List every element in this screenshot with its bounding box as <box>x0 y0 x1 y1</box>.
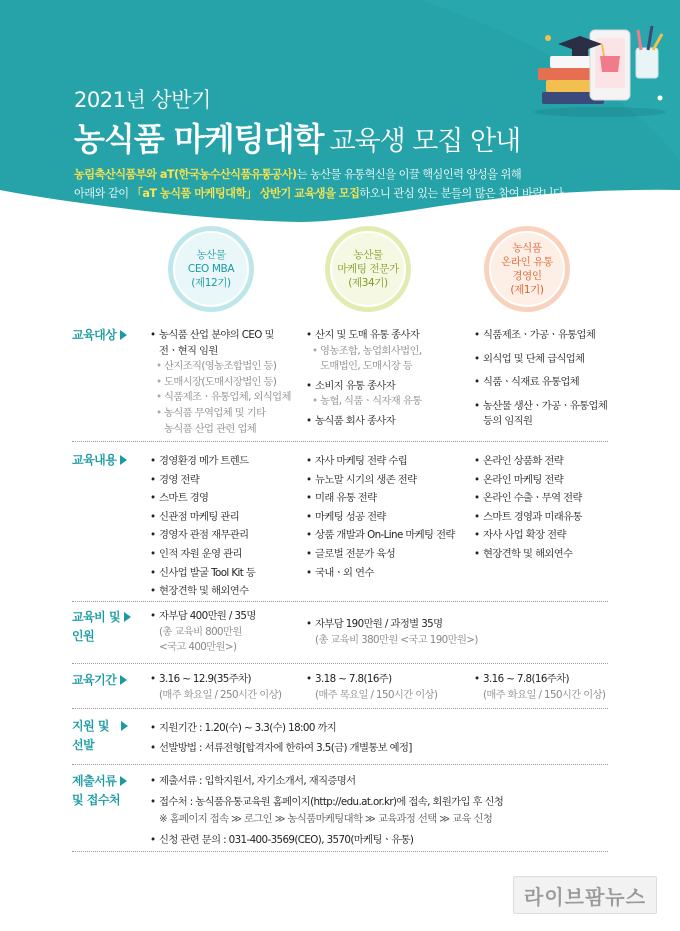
list-item: • 자부담 190만원 / 과정별 35명 <box>306 617 478 633</box>
list-item: • 스마트 경영 <box>150 489 255 508</box>
list-item: • 경영 전략 <box>150 471 255 490</box>
arrow-right-icon <box>120 675 127 685</box>
list-item: • 3.18 ~ 7.8(16주) <box>306 672 437 688</box>
list-item: 등의 임직원 <box>483 415 533 428</box>
program-line: (제34기) <box>348 277 388 289</box>
list-item: • 신청 관련 문의 : 031-400-3569(CEO), 3570(마케팅ㆍ유통) <box>150 832 503 849</box>
list-item: • 신사업 발굴 Tool Kit 등 <box>150 564 255 583</box>
arrow-right-icon <box>120 455 127 465</box>
sub-list-item: • 식품제조ㆍ유통업체, 외식업체 <box>150 390 291 406</box>
sub-list-item: 도매법인, 도매시장 등 <box>320 360 413 373</box>
subtitle: 2021년 상반기 <box>74 88 211 112</box>
section-label-target: 교육대상 <box>72 326 127 345</box>
list-item: • 현장견학 및 해외연수 <box>474 545 582 564</box>
header-banner <box>0 0 680 232</box>
period-note: (매주 목요일 / 150시간 이상) <box>315 688 438 701</box>
sub-list-item: • 영농조합, 농업회사법인, <box>306 344 422 360</box>
section-label-fee: 교육비 및 인원 <box>72 608 131 646</box>
list-item: • 식품제조ㆍ가공ㆍ유통업체 <box>474 328 607 344</box>
list-item: • 온라인 마케팅 전략 <box>474 471 582 490</box>
fee-note: <국고 400만원>) <box>159 641 237 654</box>
list-item: • 식품ㆍ식재료 유통업체 <box>474 375 607 391</box>
section-divider <box>72 764 608 765</box>
fee-col-marketing-online <box>306 617 478 648</box>
section-label-period: 교육기간 <box>72 671 127 690</box>
intro-text-2: 아래와 같이 <box>74 187 132 200</box>
sub-list-item: 농식품 산업 관련 업체 <box>164 422 257 435</box>
list-item: • 소비지 유통 종사자 <box>306 379 422 395</box>
target-col-marketing <box>306 328 422 430</box>
intro-text-3: 하오니 관심 있는 분들의 많은 참여 바랍니다. <box>359 187 567 200</box>
program-circle-marketing-expert <box>325 226 411 312</box>
submit-details <box>150 773 503 849</box>
list-item: • 현장견학 및 해외연수 <box>150 582 255 601</box>
education-illustration-icon <box>528 8 670 118</box>
list-item: • 농산물 생산ㆍ가공ㆍ유통업체 <box>474 399 607 415</box>
intro-highlight-1: 농림축산식품부와 aT(한국농수산식품유통공사) <box>74 168 297 181</box>
list-item: • 마케팅 성공 전략 <box>306 508 455 527</box>
section-divider <box>72 601 608 602</box>
program-line: 경영인 <box>512 270 542 282</box>
period-note: (매주 화요일 / 150시간 이상) <box>483 688 606 701</box>
list-item: • 뉴노말 시기의 생존 전략 <box>306 471 455 490</box>
section-divider <box>72 708 608 709</box>
list-item: • 상품 개발과 On-Line 마케팅 전략 <box>306 526 455 545</box>
program-line: 농식품 <box>512 242 542 254</box>
arrow-right-icon <box>120 330 127 340</box>
program-line: 농산물 <box>196 249 226 261</box>
program-line: 온라인 유통 <box>501 256 553 268</box>
title-bold: 농식품 마케팅대학 <box>74 120 324 158</box>
list-item: • 농식품 산업 분야의 CEO 및 <box>150 328 291 344</box>
list-item: • 자부담 400만원 / 35명 <box>150 609 256 625</box>
fee-note: (총 교육비 800만원 <box>159 625 242 638</box>
list-item: • 접수처 : 농식품유통교육원 홈페이지(http://edu.at.or.kr)에 접속, 회원가입 후 신청 <box>150 794 503 811</box>
list-item: • 선발방법 : 서류전형[합격자에 한하여 3.5(금) 개별통보 예정] <box>150 738 412 758</box>
intro-text-1: 는 농산물 유통혁신을 이끌 핵심인력 양성을 위해 <box>296 168 522 181</box>
apply-details <box>150 718 412 758</box>
intro-text <box>74 165 654 203</box>
list-item: • 자사 마케팅 전략 수립 <box>306 452 455 471</box>
list-item: • 경영자 관점 재무관리 <box>150 526 255 545</box>
section-label-apply: 지원 및 선발 <box>72 717 128 755</box>
program-circle-ceo-mba <box>168 226 254 312</box>
list-item: • 경영환경 메가 트렌드 <box>150 452 255 471</box>
section-divider <box>72 663 608 664</box>
list-item: • 온라인 상품화 전략 <box>474 452 582 471</box>
period-col-marketing <box>306 672 437 703</box>
arrow-right-icon <box>124 612 131 622</box>
target-col-online <box>474 328 607 430</box>
list-item: • 국내ㆍ외 연수 <box>306 564 455 583</box>
intro-highlight-2: 「aT 농식품 마케팅대학」 상반기 교육생을 모집 <box>131 187 360 200</box>
period-col-online <box>474 672 605 703</box>
submit-note: ※ 홈페이지 접속 ≫ 로그인 ≫ 농식품마케팅대학 ≫ 교육과정 선택 ≫ 교육 신청 <box>159 813 493 825</box>
list-item: • 미래 유통 전략 <box>306 489 455 508</box>
list-item: • 농식품 회사 종사자 <box>306 414 422 430</box>
list-item: • 글로벌 전문가 육성 <box>306 545 455 564</box>
arrow-right-icon <box>121 721 128 731</box>
list-item: • 산지 및 도매 유통 종사자 <box>306 328 422 344</box>
list-item: • 3.16 ~ 12.9(35주차) <box>150 672 281 688</box>
list-item: • 신관점 마케팅 관리 <box>150 508 255 527</box>
program-line: 마케팅 전문가 <box>337 263 399 275</box>
period-col-ceo-mba <box>150 672 281 703</box>
arrow-right-icon <box>120 776 127 786</box>
program-line: 농산물 <box>353 249 383 261</box>
list-item: • 외식업 및 단체 급식업체 <box>474 352 607 368</box>
list-item: • 제출서류 : 입학지원서, 자기소개서, 재직증명서 <box>150 773 503 790</box>
period-note: (매주 화요일 / 250시간 이상) <box>159 688 282 701</box>
section-label-submit: 제출서류 및 접수처 <box>72 772 127 810</box>
section-label-content: 교육내용 <box>72 451 127 470</box>
list-item: • 온라인 수출ㆍ무역 전략 <box>474 489 582 508</box>
content-col-ceo-mba <box>150 452 255 601</box>
section-divider <box>72 441 608 442</box>
list-item: • 인적 자원 운영 관리 <box>150 545 255 564</box>
program-line: CEO MBA <box>187 263 235 275</box>
sub-list-item: • 도매시장(도매시장법인 등) <box>150 375 291 391</box>
watermark-logo: 라이브팜뉴스 <box>513 876 657 914</box>
list-item: • 스마트 경영과 미래유통 <box>474 508 582 527</box>
program-line: (제12기) <box>191 277 231 289</box>
section-divider <box>72 851 608 852</box>
list-item: • 지원기간 : 1.20(수) ~ 3.3(수) 18:00 까지 <box>150 718 412 738</box>
sub-list-item: • 산지조직(영농조합법인 등) <box>150 359 291 375</box>
fee-col-ceo-mba <box>150 609 256 656</box>
target-col-ceo-mba <box>150 328 291 437</box>
list-item: • 자사 사업 확장 전략 <box>474 526 582 545</box>
list-item: • 3.16 ~ 7.8(16주차) <box>474 672 605 688</box>
fee-note: (총 교육비 380만원 <국고 190만원>) <box>315 633 478 646</box>
program-circle-online-distribution <box>484 226 570 312</box>
content-col-marketing <box>306 452 455 582</box>
program-line: (제1기) <box>510 284 544 296</box>
title-light: 교육생 모집 안내 <box>329 126 521 157</box>
page-title <box>74 114 520 160</box>
sub-list-item: • 농협, 식품ㆍ식자재 유통 <box>306 394 422 410</box>
content-col-online <box>474 452 582 564</box>
sub-list-item: • 농식품 무역업체 및 기타 <box>150 406 291 422</box>
list-item: 전ㆍ현직 임원 <box>159 344 218 357</box>
